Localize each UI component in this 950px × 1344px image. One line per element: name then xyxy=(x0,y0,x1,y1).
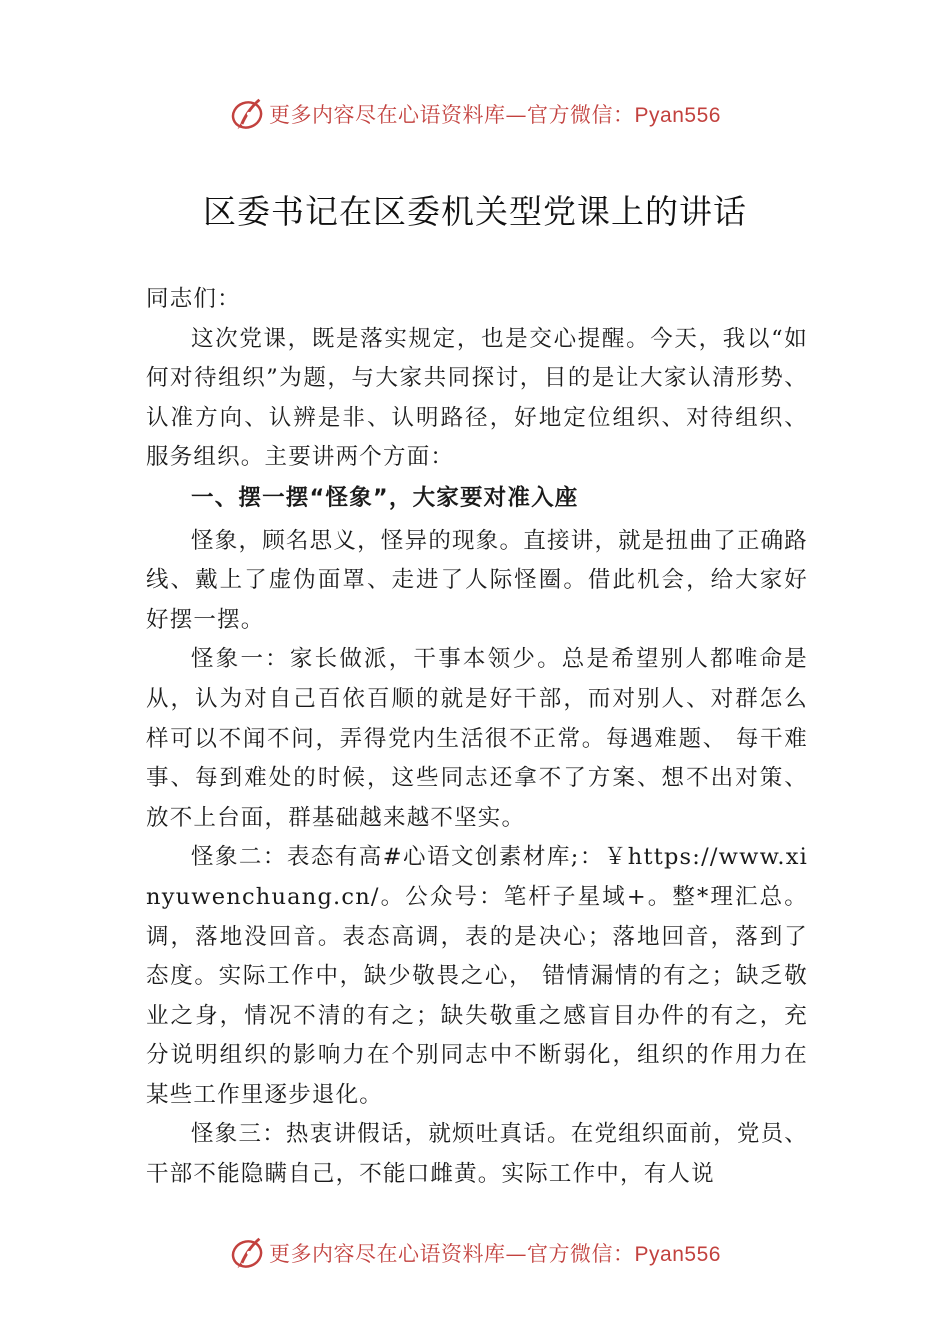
salutation: 同志们： xyxy=(146,286,241,312)
banner-label: 更多内容尽在心语资料库—官方微信： xyxy=(269,103,635,127)
footer-watermark-banner xyxy=(0,1231,950,1275)
document-title: 区委书记在区委机关型党课上的讲话 xyxy=(203,192,747,231)
section-heading: 一、摆一摆“怪象”，大家要对准入座 xyxy=(191,484,579,511)
paragraph: 怪象一：家长做派，干事本领少。总是希望别人都唯命是从，认为对自己百依百顺的就是好干部，而对别人、对群怎么样可以不闻不问，弄得党内生活很不正常。每遇难题、 每干难事、每到难处的时候，这些同志还拿不了方案、想不出对策、放不上台面，群基础越来越不坚实。 xyxy=(146,646,808,831)
paragraph: 怪象三：热衷讲假话，就烦吐真话。在党组织面前，党员、干部不能隐瞒自己，不能口雌黄。实际工作中，有人说 xyxy=(146,1121,808,1188)
banner-label: 更多内容尽在心语资料库—官方微信： xyxy=(269,1242,635,1266)
banner-wechat-id: Pyan556 xyxy=(634,1243,721,1266)
quill-pen-logo-icon xyxy=(229,95,267,133)
quill-pen-logo-icon xyxy=(229,1234,267,1272)
document-body xyxy=(146,280,808,1195)
header-watermark-banner xyxy=(0,92,950,136)
banner-text xyxy=(269,99,721,129)
paragraph: 怪象，顾名思义，怪异的现象。直接讲，就是扭曲了正确路线、戴上了虚伪面罩、走进了人际怪圈。借此机会，给大家好好摆一摆。 xyxy=(146,527,808,633)
intro-paragraph: 这次党课，既是落实规定，也是交心提醒。今天，我以“如何对待组织”为题，与大家共同探讨，目的是让大家认清形势、认准方向、认辨是非、认明路径，好地定位组织、对待组织、服务组织。主要讲两个方面： xyxy=(146,325,808,471)
banner-text xyxy=(269,1238,721,1268)
banner-wechat-id: Pyan556 xyxy=(634,104,721,127)
paragraph: 怪象二：表态有高#心语文创素材库;：￥https://www.xinyuwenchuang.cn/。公众号：笔杆子星域+。整*理汇总。调，落地没回音。表态高调，表的是决心；落地回音，落到了态度。实际工作中，缺少敬畏之心， 错情漏情的有之；缺乏敬业之身，情况不清的有之；缺失敬重之感盲目办件的有之，充分说明组织的影响力在个别同志中不断弱化，组织的作用力在某些工作里逐步退化。 xyxy=(146,844,808,1108)
